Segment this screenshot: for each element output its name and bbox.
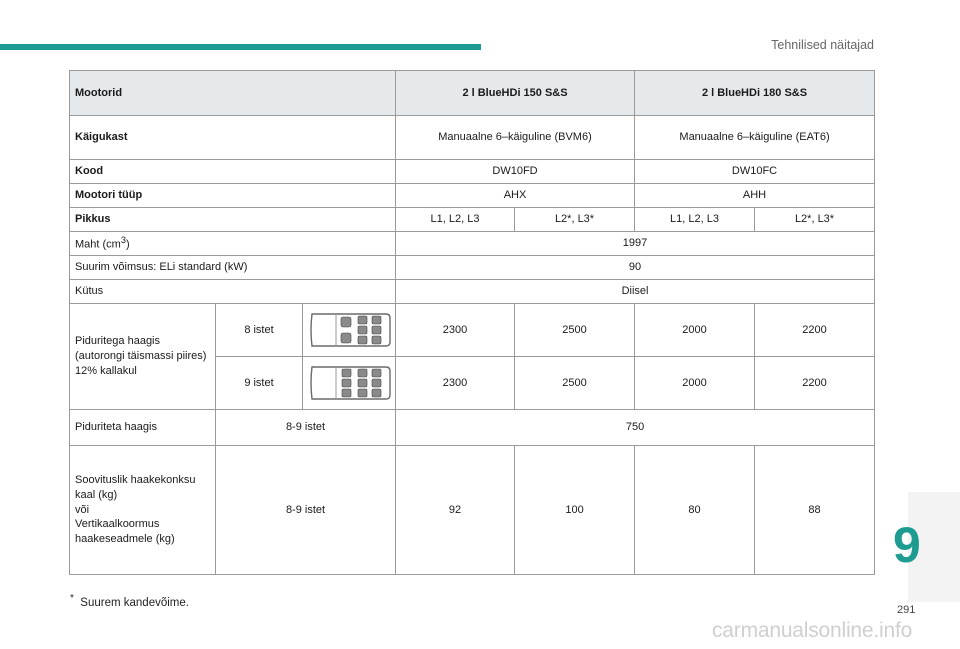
unbraked-value: 750 — [396, 410, 875, 446]
table-row — [70, 232, 875, 256]
engine-type-label: Mootori tüüp — [70, 184, 396, 208]
engines-header: Mootorid — [70, 71, 396, 116]
seats8-label: 8 istet — [216, 304, 303, 357]
braked-trailer-label: Piduritega haagis (autorongi täismassi piires) 12% kallakul — [70, 304, 216, 410]
code1-value: DW10FD — [396, 160, 635, 184]
table-row — [70, 71, 875, 116]
footnote-marker: * — [70, 593, 74, 604]
coupling-value: 100 — [515, 446, 635, 575]
power-value: 90 — [396, 256, 875, 280]
table-row — [70, 304, 875, 357]
coupling-value: 80 — [635, 446, 755, 575]
coupling-seats: 8-9 istet — [216, 446, 396, 575]
braked-value: 2500 — [515, 304, 635, 357]
footnote-text: Suurem kandevõime. — [80, 596, 189, 609]
table-row — [70, 160, 875, 184]
table-row — [70, 208, 875, 232]
seat-layout-9-icon — [303, 357, 396, 410]
code-label: Kood — [70, 160, 396, 184]
coupling-value: 92 — [396, 446, 515, 575]
length-value: L2*, L3* — [515, 208, 635, 232]
seat-layout-8-icon — [303, 304, 396, 357]
specs-table — [69, 70, 875, 575]
unbraked-seats: 8-9 istet — [216, 410, 396, 446]
gearbox1-value: Manuaalne 6–käiguline (BVM6) — [396, 116, 635, 160]
coupling-load-label — [70, 446, 216, 575]
fuel-value: Diisel — [396, 280, 875, 304]
code2-value: DW10FC — [635, 160, 875, 184]
braked-value: 2000 — [635, 357, 755, 410]
coupling-value: 88 — [755, 446, 875, 575]
table-row — [70, 184, 875, 208]
coupling-label-line: haakeseadmele (kg) — [75, 533, 175, 546]
capacity-label-close: ) — [125, 238, 130, 251]
watermark: carmanualsonline.info — [712, 619, 913, 642]
braked-value: 2200 — [755, 304, 875, 357]
page-number: 291 — [897, 604, 916, 616]
length-value: L2*, L3* — [755, 208, 875, 232]
footnote — [70, 593, 189, 609]
coupling-label-line: Vertikaalkoormus — [75, 518, 160, 531]
top-accent-bar — [0, 44, 481, 50]
coupling-label-line: kaal (kg) — [75, 488, 118, 501]
gearbox-label: Käigukast — [70, 116, 396, 160]
gearbox2-value: Manuaalne 6–käiguline (EAT6) — [635, 116, 875, 160]
capacity-value: 1997 — [396, 232, 875, 256]
braked-value: 2500 — [515, 357, 635, 410]
length-value: L1, L2, L3 — [396, 208, 515, 232]
section-title: Tehnilised näitajad — [771, 38, 874, 52]
braked-value: 2000 — [635, 304, 755, 357]
coupling-label-line: Soovituslik haakekonksu — [75, 473, 196, 486]
engine2-header: 2 l BlueHDi 180 S&S — [635, 71, 875, 116]
table-row — [70, 256, 875, 280]
braked-value: 2300 — [396, 304, 515, 357]
braked-value: 2200 — [755, 357, 875, 410]
length-label: Pikkus — [70, 208, 396, 232]
table-row — [70, 116, 875, 160]
coupling-label-line: või — [75, 503, 90, 516]
chapter-number: 9 — [893, 517, 921, 573]
table-row — [70, 446, 875, 575]
seats9-label: 9 istet — [216, 357, 303, 410]
engine1-header: 2 l BlueHDi 150 S&S — [396, 71, 635, 116]
fuel-label: Kütus — [70, 280, 396, 304]
braked-value: 2300 — [396, 357, 515, 410]
engine-type1-value: AHX — [396, 184, 635, 208]
unbraked-trailer-label: Piduriteta haagis — [70, 410, 216, 446]
power-label: Suurim võimsus: ELi standard (kW) — [70, 256, 396, 280]
capacity-label-sup: 3 — [120, 235, 126, 246]
capacity-label-text: Maht (cm — [75, 238, 121, 251]
table-row — [70, 410, 875, 446]
capacity-label — [70, 232, 396, 256]
engine-type2-value: AHH — [635, 184, 875, 208]
table-row — [70, 280, 875, 304]
length-value: L1, L2, L3 — [635, 208, 755, 232]
